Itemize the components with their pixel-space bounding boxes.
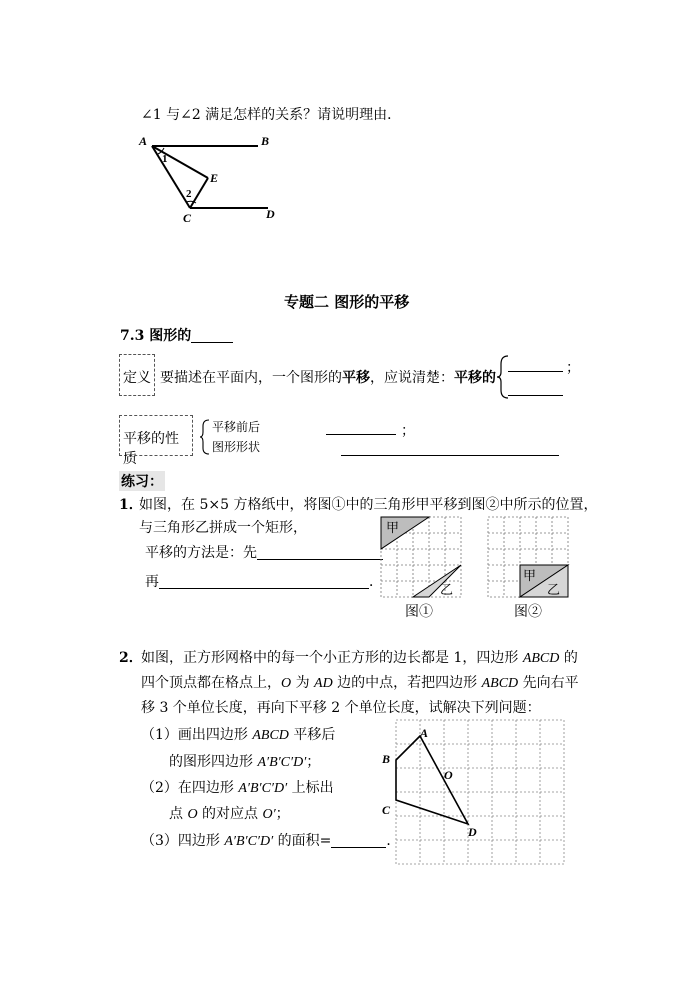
q1-line-2: 与三角形乙拼成一个矩形， [139,520,307,536]
q2-sub-1b: 的图形四边形 A′B′C′D′； [169,754,321,770]
line-ec [190,178,208,208]
q2-line-2: 四个顶点都在格点上，O 为 AD 边的中点，若把四边形 ABCD 先向右平 [141,675,579,691]
q1-then-label: 再 [145,574,159,590]
q2-grid-figure [374,716,570,868]
lesson-title: 图形的 [149,328,192,344]
label-2: 2 [186,188,192,200]
q1-figure-2 [487,516,571,600]
property-brace [199,418,211,456]
definition-blank-1 [508,357,563,373]
q2-label-d: D [468,825,477,839]
q2-label-o: O [444,768,453,782]
q1-fig2-caption: 图② [514,604,542,620]
q2-line-1: 如图，正方形网格中的每一个小正方形的边长都是 1，四边形 ABCD 的 [141,650,578,666]
label-e: E [210,171,219,185]
definition-bold: 平移 [342,370,370,386]
property-tag-box [119,415,193,467]
q1-fig1-yi-label: 乙 [440,582,454,597]
q1-fig2-jia-label: 甲 [523,568,537,583]
q1-method [145,542,383,562]
q1-fig1-caption: 图① [405,604,433,620]
q1-line-1: 如图，在 5×5 方格纸中，将图①中的三角形甲平移到图②中所示的位置， [139,497,598,513]
q2-quad-abcd [396,736,468,824]
property-semicolon: ； [401,423,415,439]
q1-figure-1 [380,516,464,600]
q1-end: ． [369,574,383,590]
definition-text-b: ，应说清楚： [370,370,454,386]
q1-then-blank [159,574,369,589]
q2-label-b: B [382,752,391,766]
q1-method-label: 平移的方法是：先 [145,545,257,561]
q2-label-a: A [420,726,429,740]
q2-line-3: 移 3 个单位长度，再向下平移 2 个单位长度，试解决下列问题： [141,700,541,716]
q2-sub-2b: 点 O 的对应点 O′； [169,806,290,822]
practice-label: 练习： [119,471,165,491]
q1-then [145,571,383,591]
label-d: D [266,207,275,221]
q1-number: 1． [119,497,143,513]
line-ae [152,146,208,178]
definition-text [160,367,496,387]
lesson-blank [191,328,233,343]
q2-sub-3: （3）四边形 A′B′C′D′ 的面积= ． [141,833,401,849]
definition-blank-2 [508,381,563,397]
property-tag: 平移的性质 [123,431,179,467]
line-ac [152,146,190,208]
q2-number: 2． [119,650,143,666]
label-c: C [183,211,192,225]
q1-fig1-jia-label: 甲 [386,520,400,535]
property-line-2: 图形形状 [212,440,261,454]
angle-question: ∠1 与∠2 满足怎样的关系？请说明理由． [141,107,402,123]
label-b: B [261,134,270,148]
definition-semicolon: ； [566,360,580,376]
definition-tag: 定义 [123,370,151,386]
property-line-1: 平移前后 [212,420,261,434]
label-a: A [139,134,148,148]
lesson-heading [120,325,233,345]
q1-method-blank [257,545,383,560]
property-blank-2 [341,441,559,457]
definition-bold2: 平移的 [454,370,496,386]
definition-tag-box [119,354,155,396]
label-1: 1 [162,153,168,165]
definition-text-a: 要描述在平面内，一个图形的 [160,370,342,386]
property-blank-1 [326,420,396,436]
q1-fig2-yi-label: 乙 [547,582,561,597]
q2-sub-2a: （2）在四边形 A′B′C′D′ 上标出 [141,780,334,796]
section-title: 专题二 图形的平移 [284,293,410,311]
q2-label-c: C [382,803,391,817]
lesson-number: 7.3 [120,328,145,344]
q2-sub-1a: （1）画出四边形 ABCD 平移后 [141,727,336,743]
angle-figure [130,130,290,230]
